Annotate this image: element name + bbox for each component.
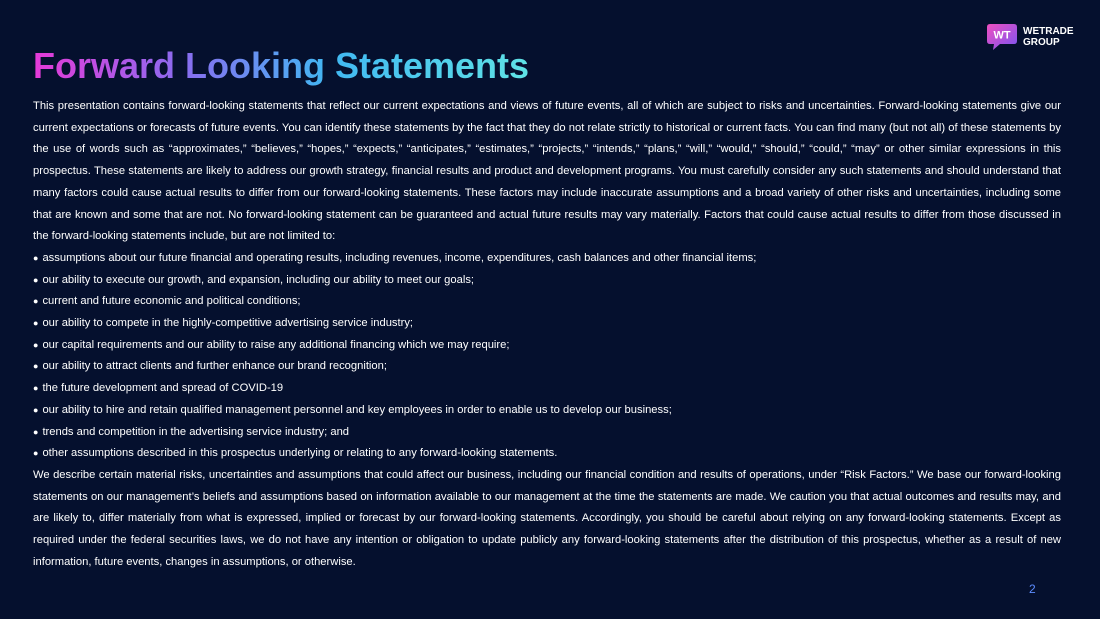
list-item: ● our ability to attract clients and further enhance our brand recognition;: [33, 356, 1061, 378]
logo-mark-text: WT: [993, 29, 1011, 42]
wetrade-logo-icon: [986, 22, 1018, 52]
list-item: ● current and future economic and political conditions;: [33, 291, 1061, 313]
company-logo: [986, 22, 1074, 52]
closing-paragraph: We describe certain material risks, uncertainties and assumptions that could affect our business, including our financial condition and results of operations, under “Risk Factors.” We base our forward-looking statements on our management’s beliefs and assumptions based on information available to our management at the time the statements are made. We caution you that actual outcomes and results may, and are likely to, differ materially from what is expressed, implied or forecast by our forward-looking statements. Accordingly, you should be careful about relying on any forward-looking statements. Except as required under the federal securities laws, we do not have any intention or obligation to update publicly any forward-looking statements after the distribution of this prospectus, whether as a result of new information, future events, changes in assumptions, or otherwise.: [33, 468, 1061, 568]
list-item: ● assumptions about our future financial and operating results, including revenues, income, expenditures, cash balances and other financial items;: [33, 248, 1061, 270]
list-item: ● our ability to hire and retain qualified management personnel and key employees in order to enable us to develop our business;: [33, 400, 1061, 422]
logo-line-2: GROUP: [1023, 37, 1060, 48]
logo-line-1: WETRADE: [1023, 26, 1074, 37]
list-item: ● trends and competition in the advertising service industry; and: [33, 422, 1061, 444]
factor-list: [33, 248, 1061, 465]
list-item: ● our ability to execute our growth, and expansion, including our ability to meet our goals;: [33, 270, 1061, 292]
list-item: ● our ability to compete in the highly-competitive advertising service industry;: [33, 313, 1061, 335]
intro-paragraph: This presentation contains forward-looking statements that reflect our current expectations and views of future events, all of which are subject to risks and uncertainties. Forward-looking statements give our current expectations or forecasts of future events. You can identify these statements by the fact that they do not relate strictly to historical or current facts. You can find many (but not all) of these statements by the use of words such as “approximates,” “believes,” “hopes,” “expects,” “anticipates,” “estimates,” “projects,” “intends,” “plans,” “will,” “would,” “should,” “could,” “may” or other similar expressions in this prospectus. These statements are likely to address our growth strategy, financial results and product and development programs. You must carefully consider any such statements and should understand that many factors could cause actual results to differ from our forward-looking statements. These factors may include inaccurate assumptions and a broad variety of other risks and uncertainties, including some that are known and some that are not. No forward-looking statement can be guaranteed and actual future results may vary materially. Factors that could cause actual results to differ from those discussed in the forward-looking statements include, but are not limited to:: [33, 100, 1061, 243]
statement-body: [33, 96, 1061, 573]
page-number: 2: [1029, 582, 1036, 596]
page-title: Forward Looking Statements: [33, 45, 530, 86]
list-item: ● the future development and spread of COVID-19: [33, 378, 1061, 400]
logo-wordmark: [1023, 26, 1074, 48]
list-item: ● our capital requirements and our ability to raise any additional financing which we may require;: [33, 335, 1061, 357]
list-item: ● other assumptions described in this prospectus underlying or relating to any forward-looking statements.: [33, 443, 1061, 465]
